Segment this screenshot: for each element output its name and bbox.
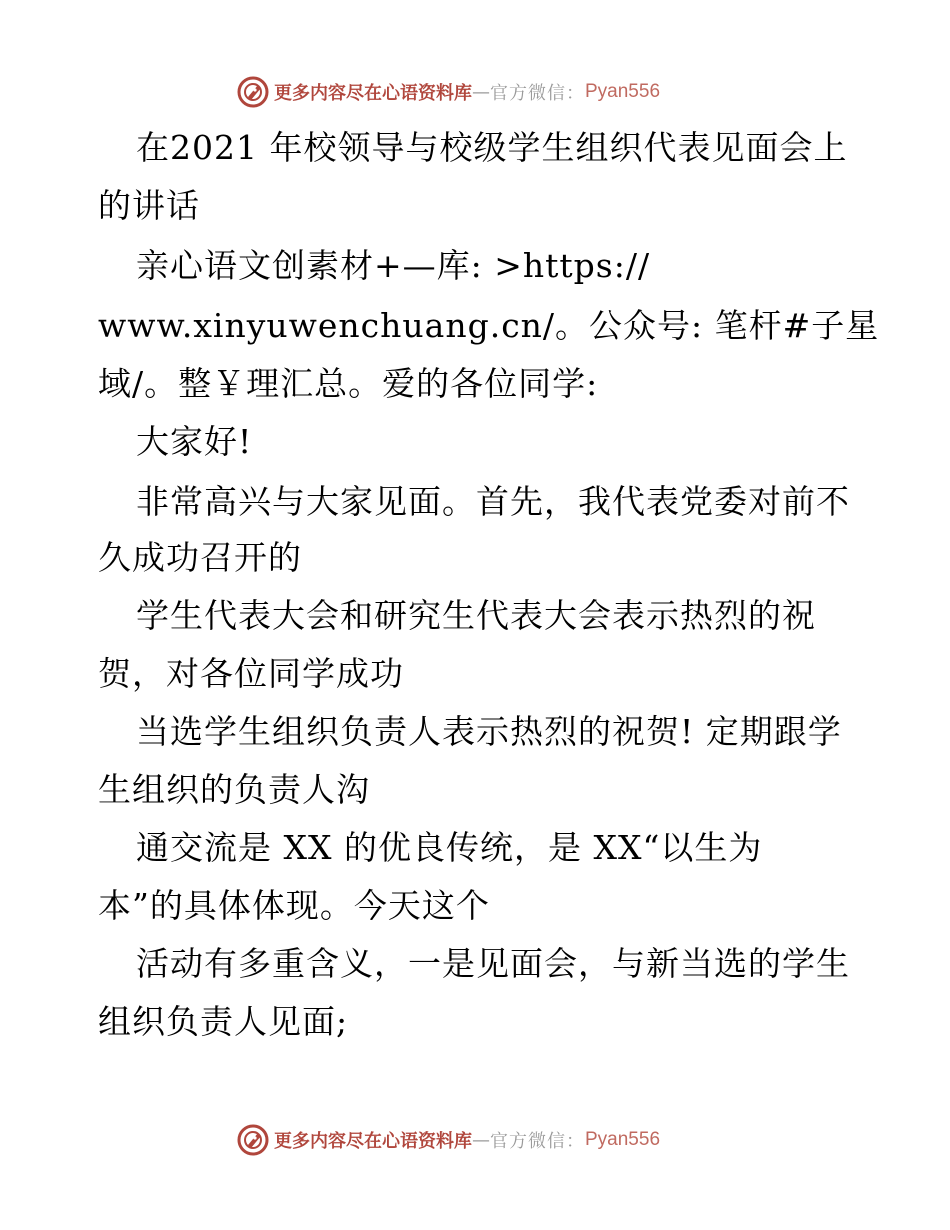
title-line-2: 的讲话 <box>98 186 200 225</box>
banner-wechat-id: Pyan556 <box>585 81 661 102</box>
text-line: www.xinyuwenchuang.cn/。公众号: 笔杆#子星 <box>98 306 880 345</box>
footer-banner <box>236 1120 736 1160</box>
text-line: 学生代表大会和研究生代表大会表示热烈的祝 <box>136 596 816 635</box>
banner-separator: — <box>472 1129 490 1151</box>
text-line: 域/。整￥理汇总。爱的各位同学: <box>98 364 599 403</box>
title-line-1: 在2021 年校领导与校级学生组织代表见面会上 <box>136 128 848 167</box>
text-line: 活动有多重含义，一是见面会，与新当选的学生 <box>136 944 850 983</box>
text-line: 亲心语文创素材+—库: >https:// <box>136 246 651 285</box>
text-line: 通交流是 XX 的优良传统，是 XX“以生为 <box>136 828 763 867</box>
pen-nib-logo-icon <box>236 75 270 109</box>
text-line: 久成功召开的 <box>98 538 302 577</box>
text-line: 当选学生组织负责人表示热烈的祝贺! 定期跟学 <box>136 712 842 751</box>
text-line: 生组织的负责人沟 <box>98 770 370 809</box>
banner-wechat-label: 官方微信： <box>490 83 585 104</box>
banner-site-text: 更多内容尽在心语资料库 <box>274 83 472 104</box>
banner-wechat-label: 官方微信： <box>490 1131 585 1152</box>
banner-separator: — <box>472 81 490 103</box>
banner-site-text: 更多内容尽在心语资料库 <box>274 1131 472 1152</box>
text-line: 非常高兴与大家见面。首先，我代表党委对前不 <box>136 482 850 521</box>
header-banner <box>236 72 736 112</box>
text-line: 本”的具体体现。今天这个 <box>98 886 490 925</box>
banner-wechat-id: Pyan556 <box>585 1129 661 1150</box>
text-line: 组织负责人见面; <box>98 1002 349 1041</box>
text-line: 贺，对各位同学成功 <box>98 654 404 693</box>
pen-nib-logo-icon <box>236 1123 270 1157</box>
greeting-line: 大家好! <box>136 422 253 461</box>
